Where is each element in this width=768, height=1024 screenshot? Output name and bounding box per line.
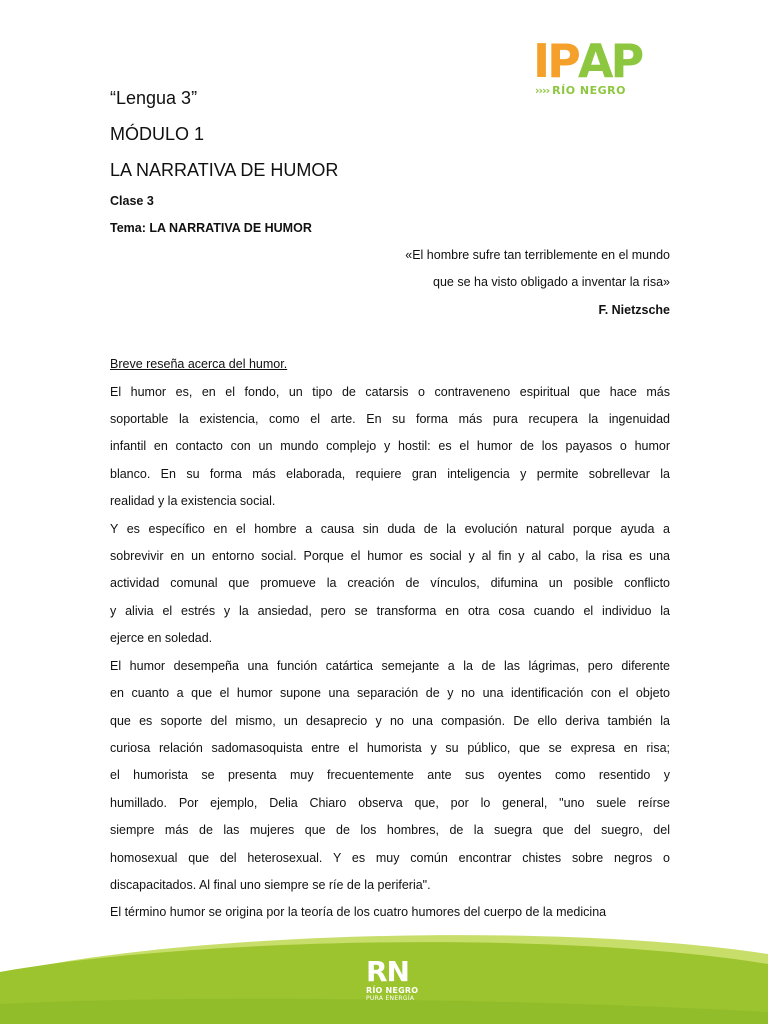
body-line: El humor desempeña una función catártica semejante a la de las lágrimas, pero diferente [110, 658, 670, 673]
body-line: Y es específico en el hombre a causa sin duda de la evolución natural porque ayuda a [110, 521, 670, 536]
rio-negro-logo-mark: RN [366, 955, 409, 988]
body-line: en cuanto a que el humor supone una separación de y no una identificación con el objeto [110, 686, 670, 701]
ipap-logo-letter-p2: P [610, 34, 642, 88]
body-line: sobrevivir en un entorno social. Porque el humor es social y al fin y al cabo, la risa es una [110, 549, 670, 564]
rio-negro-logo [352, 955, 432, 1004]
ipap-logo-letters [533, 34, 661, 88]
class-label: Clase 3 [110, 194, 154, 208]
body-line: y alivia el estrés y la ansiedad, pero se transforma en otra cosa cuando el individuo la [110, 603, 670, 618]
ipap-logo-subtitle: RÍO NEGRO [552, 84, 626, 97]
body-line: homosexual que del heterosexual. Y es muy común encontrar chistes sobre negros o [110, 850, 670, 865]
body-line: El humor es, en el fondo, un tipo de catarsis o contraveneno espiritual que hace más [110, 384, 670, 399]
ipap-logo-letter-a: A [577, 34, 611, 88]
body-line: blanco. En su forma más elaborada, requiere gran inteligencia y permite sobrellevar la [110, 466, 670, 481]
body-text [110, 379, 670, 927]
body-line: siempre más de las mujeres que de los hombres, de la suegra que del suegro, del [110, 823, 670, 838]
epigraph-line-1: «El hombre sufre tan terriblemente en el mundo [405, 248, 670, 262]
body-line: infantil en contacto con un mundo complejo y hostil: es el humor de los payasos o humor [110, 439, 670, 454]
topic-label: Tema: LA NARRATIVA DE HUMOR [110, 221, 312, 235]
body-line: el humorista se presenta muy frecuentemente ante sus oyentes como resentido y [110, 768, 670, 783]
rio-negro-logo-name: RÍO NEGRO [366, 986, 419, 995]
section-title: Breve reseña acerca del humor. [110, 357, 288, 372]
document-content [110, 80, 670, 927]
body-line: realidad y la existencia social. [110, 494, 276, 509]
body-line: discapacitados. Al final uno siempre se ríe de la periferia". [110, 877, 431, 892]
body-line: humillado. Por ejemplo, Delia Chiaro observa que, por lo general, "uno suele reírse [110, 795, 670, 810]
ipap-logo-letter-i: I [533, 34, 548, 88]
ipap-logo-letter-p1: P [547, 34, 578, 88]
unit-title: LA NARRATIVA DE HUMOR [110, 160, 339, 180]
body-line: soportable la existencia, como el arte. En su forma más pura recupera la ingenuidad [110, 412, 670, 427]
body-line: El término humor se origina por la teoría de los cuatro humores del cuerpo de la medicina [110, 905, 607, 920]
rio-negro-logo-tagline: PURA ENERGÍA [366, 995, 415, 1002]
epigraph-line-2: que se ha visto obligado a inventar la risa» [433, 275, 670, 290]
body-line: que es soporte del mismo, un desaprecio y no una compasión. De ello deriva también la [110, 713, 670, 728]
epigraph-author: F. Nietzsche [598, 302, 670, 317]
module-title: MÓDULO 1 [110, 124, 205, 144]
body-line: ejerce en soledad. [110, 631, 213, 646]
course-title: “Lengua 3” [110, 88, 198, 108]
epigraph [110, 242, 670, 324]
body-line: actividad comunal que promueve la creación de vínculos, difumina un posible conflicto [110, 576, 670, 591]
body-line: curiosa relación sadomasoquista entre el humorista y su público, que se expresa en risa; [110, 740, 670, 755]
ipap-logo-arrows-icon: ›››› [535, 84, 550, 97]
